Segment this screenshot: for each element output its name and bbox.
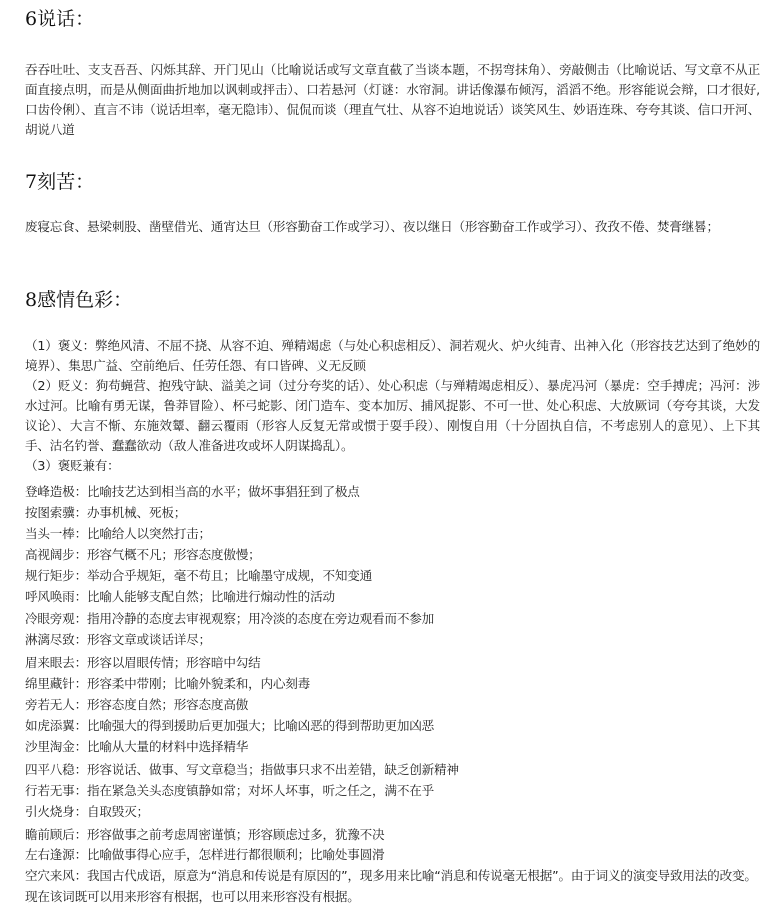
idiom-term: 当头一棒 xyxy=(25,525,75,541)
section-body-speaking: 吞吞吐吐、支支吾吾、闪烁其辞、开门见山（比喻说话或写文章直截了当谈本题，不拐弯抹角）、旁敲侧击（比喻说话、写文章不从正面直接点明，而是从侧面曲折地加以讽刺或抨击）、口若悬河（灯谜：水帘洞。讲话像瀑布倾泻，滔滔不绝。形容能说会辩，口才很好,口齿伶俐）、直言不讳（说话坦率，毫无隐讳）、侃侃而谈（理直气壮、从容不迫地说话）谈笑风生、妙语连珠、夸夸其谈、信口开河、胡说八道 xyxy=(25,62,760,137)
section-title-emotional-color: 8感情色彩： xyxy=(25,289,133,311)
idiom-definition: 形容做事之前考虑周密谨慎；形容顾虑过多，犹豫不决 xyxy=(86,826,385,842)
idiom-definition: 比喻强大的得到援助后更加强大；比喻凶恶的得到帮助更加凶恶 xyxy=(86,717,435,733)
idiom-item: 行若无事：指在紧急关头态度镇静如常；对坏人坏事，听之任之，满不在乎 xyxy=(25,782,435,798)
idiom-definition: 比喻给人以突然打击； xyxy=(86,525,211,541)
idiom-term: 行若无事 xyxy=(25,782,75,798)
commendatory-paragraph: （1）褒义：弊绝风清、不屈不挠、从容不迫、殚精竭虑（与处心积虑相反）、洞若观火、炉火纯青、出神入化（形容技艺达到了绝妙的境界）、集思广益、空前绝后、任劳任怨、有口皆碑、义无反顾 xyxy=(25,338,760,373)
idiom-item: 旁若无人：形容态度自然；形容态度高傲 xyxy=(25,697,249,713)
idiom-definition: 形容态度自然；形容态度高傲 xyxy=(86,697,249,713)
idiom-definition: 形容文章或谈话详尽； xyxy=(86,632,211,648)
idiom-term: 高视阔步 xyxy=(25,546,75,562)
idiom-term: 规行矩步 xyxy=(25,567,75,583)
idiom-definition: 形容柔中带刚；比喻外貌柔和，内心刻毒 xyxy=(86,676,311,692)
idiom-item: 呼风唤雨：比喻人能够支配自然；比喻进行煽动性的活动 xyxy=(25,588,335,604)
idiom-item: 冷眼旁观：指用冷静的态度去审视观察；用冷淡的态度在旁边观看而不参加 xyxy=(25,611,435,627)
idiom-definition: 形容气概不凡；形容态度傲慢； xyxy=(86,546,261,562)
mixed-heading: （3）褒贬兼有： xyxy=(25,458,120,473)
idiom-term: 绵里藏针 xyxy=(25,676,75,692)
idiom-term: 瞻前顾后 xyxy=(25,826,75,842)
idiom-term: 四平八稳 xyxy=(25,761,75,777)
idiom-item: 按图索骥：办事机械、死板； xyxy=(25,504,187,520)
idiom-term: 眉来眼去 xyxy=(25,655,75,671)
idiom-term: 旁若无人 xyxy=(25,697,75,713)
idiom-term: 左右逢源 xyxy=(25,847,75,863)
idiom-definition: 形容以眉眼传情；形容暗中勾结 xyxy=(86,655,261,671)
idiom-item: 登峰造极：比喻技艺达到相当高的水平；做坏事猖狂到了极点 xyxy=(25,484,360,499)
idiom-definition: 自取毁灭； xyxy=(86,803,149,819)
idiom-item: 眉来眼去：形容以眉眼传情；形容暗中勾结 xyxy=(25,655,261,671)
idiom-item: 空穴来风：我国古代成语，原意为“消息和传说是有原因的”，现多用来比喻“消息和传说毫无根据”。由于词义的演变导致用法的改变。现在该词既可以用来形容有根据，也可以用来形容没有根据。 xyxy=(25,868,757,905)
idiom-definition: 比喻从大量的材料中选择精华 xyxy=(86,738,249,754)
idiom-term: 呼风唤雨 xyxy=(25,588,75,604)
section-body-emotional-color xyxy=(25,336,760,476)
idiom-term: 引火烧身 xyxy=(25,803,75,819)
section-title-diligence: 7刻苦： xyxy=(25,171,95,193)
idiom-item: 淋漓尽致：形容文章或谈话详尽； xyxy=(25,632,211,648)
idiom-item: 绵里藏针：形容柔中带刚；比喻外貌柔和，内心刻毒 xyxy=(25,676,311,692)
idiom-definition: 形容说话、做事、写文章稳当；指做事只求不出差错，缺乏创新精神 xyxy=(86,761,459,777)
section-title-speaking: 6说话： xyxy=(25,8,95,30)
idiom-term: 淋漓尽致 xyxy=(25,632,75,648)
idiom-item: 规行矩步：举动合乎规矩，毫不苟且；比喻墨守成规，不知变通 xyxy=(25,567,373,583)
idiom-definition: 举动合乎规矩，毫不苟且；比喻墨守成规，不知变通 xyxy=(86,567,373,583)
derogatory-paragraph: （2）贬义：狗苟蝇营、抱残守缺、溢美之词（过分夸奖的话）、处心积虑（与殚精竭虑相反）、暴虎冯河（暴虎：空手搏虎；冯河：涉水过河。比喻有勇无谋，鲁莽冒险）、杯弓蛇影、闭门造车、变本加厉、捕风捉影、不可一世、处心积虑、大放厥词（夸夸其谈，大发议论）、大言不惭、东施效颦、翻云覆雨（形容人反复无常或惯于耍手段）、刚愎自用（十分固执自信，不考虑别人的意见）、上下其手、沽名钓誉、蠢蠢欲动（敌人准备进攻或坏人阴谋捣乱）。 xyxy=(25,378,760,453)
idiom-item: 如虎添翼：比喻强大的得到援助后更加强大；比喻凶恶的得到帮助更加凶恶 xyxy=(25,717,435,733)
idiom-item: 瞻前顾后：形容做事之前考虑周密谨慎；形容顾虑过多，犹豫不决 xyxy=(25,826,385,842)
idiom-definition: 比喻技艺达到相当高的水平；做坏事猖狂到了极点 xyxy=(86,484,360,499)
idiom-definition: 比喻人能够支配自然；比喻进行煽动性的活动 xyxy=(86,588,335,604)
idiom-term: 空穴来风 xyxy=(25,868,75,884)
idiom-definition: 指在紧急关头态度镇静如常；对坏人坏事，听之任之，满不在乎 xyxy=(86,782,435,798)
idiom-item: 引火烧身：自取毁灭； xyxy=(25,803,149,819)
idiom-term: 按图索骥 xyxy=(25,504,75,520)
idiom-item: 高视阔步：形容气概不凡；形容态度傲慢； xyxy=(25,546,261,562)
idiom-definition: 指用冷静的态度去审视观察；用冷淡的态度在旁边观看而不参加 xyxy=(86,611,435,627)
idiom-item: 沙里淘金：比喻从大量的材料中选择精华 xyxy=(25,738,249,754)
idiom-term: 沙里淘金 xyxy=(25,738,75,754)
idiom-term: 冷眼旁观 xyxy=(25,611,75,627)
idiom-definition: 比喻做事得心应手，怎样进行都很顺利；比喻处事圆滑 xyxy=(86,847,385,863)
idiom-term: 如虎添翼 xyxy=(25,717,75,733)
idiom-item: 左右逢源：比喻做事得心应手，怎样进行都很顺利；比喻处事圆滑 xyxy=(25,847,385,863)
idiom-item: 当头一棒：比喻给人以突然打击； xyxy=(25,525,211,541)
idiom-item: 四平八稳：形容说话、做事、写文章稳当；指做事只求不出差错，缺乏创新精神 xyxy=(25,761,459,777)
idiom-list xyxy=(25,482,765,908)
section-body-diligence: 废寝忘食、悬梁刺股、凿壁借光、通宵达旦（形容勤奋工作或学习）、夜以继日（形容勤奋工作或学习）、孜孜不倦、焚膏继晷； xyxy=(25,219,719,234)
idiom-term: 登峰造极 xyxy=(25,484,75,499)
idiom-definition: 办事机械、死板； xyxy=(86,504,187,520)
idiom-definition: 我国古代成语，原意为“消息和传说是有原因的”，现多用来比喻“消息和传说毫无根据”。由于词义的演变导致用法的改变。现在该词既可以用来形容有根据，也可以用来形容没有根据。 xyxy=(25,868,757,905)
